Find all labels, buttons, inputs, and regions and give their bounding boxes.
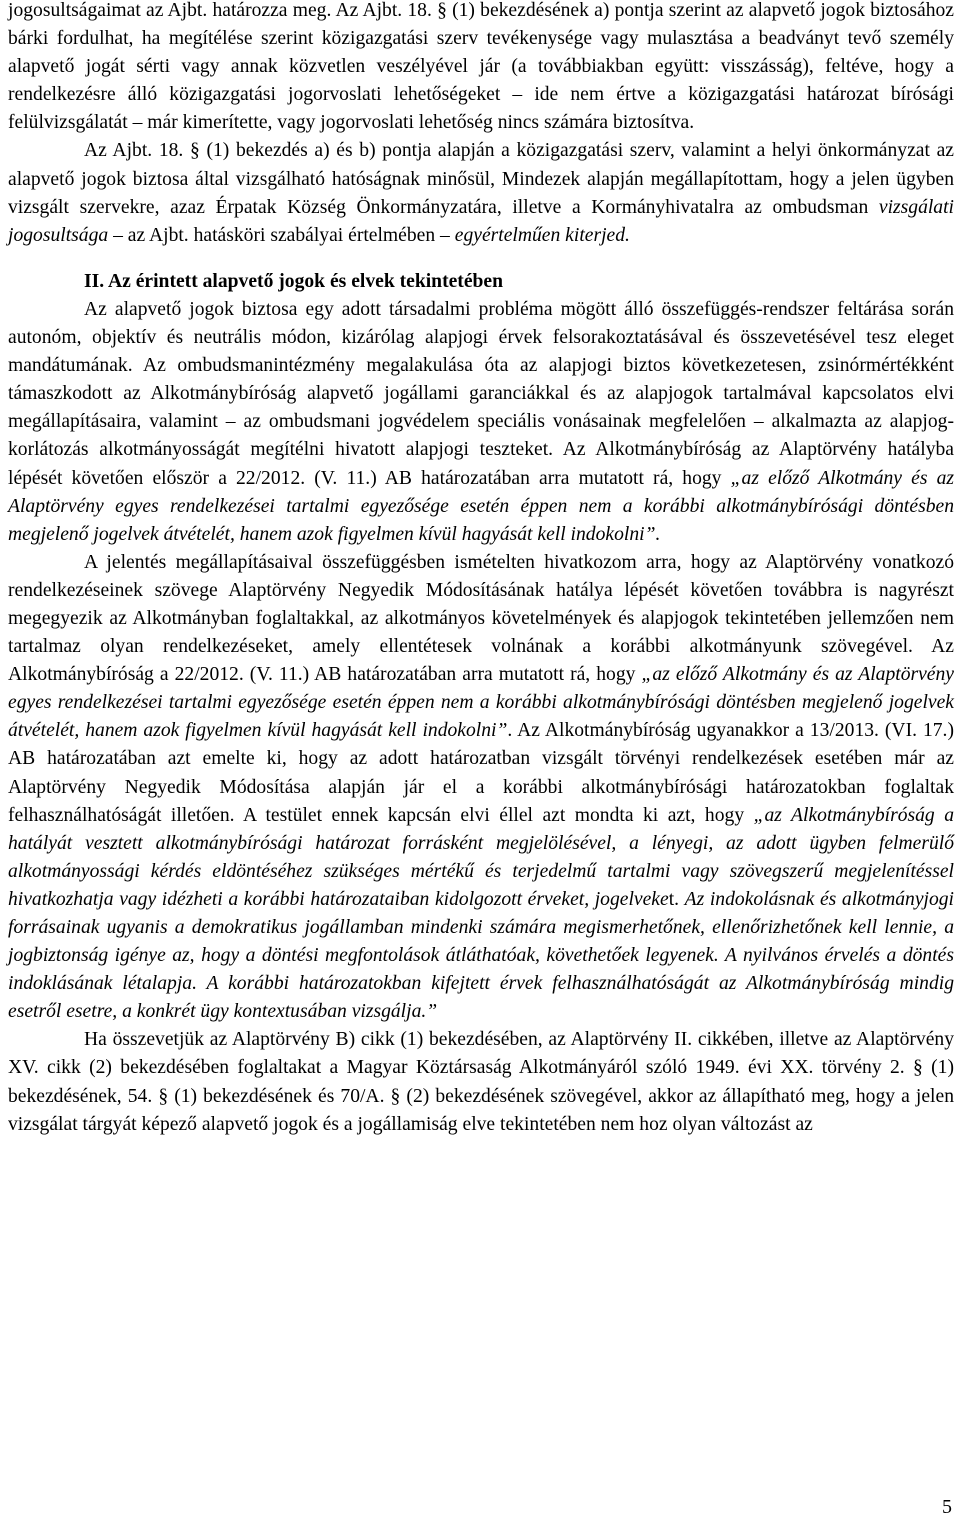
page-number: 5 xyxy=(942,1496,952,1518)
text-run: t. xyxy=(668,888,685,910)
text-run: Az Ajbt. 18. § (1) bekezdés a) és b) pontja alapján a közigazgatási szerv, valamint a helyi önkormányzat az alapvető jogok biztosa által vizsgálható hatóságnak minősül, Mindezek alapján megállapítottam, hogy a jelen ügyben vizsgált szervekre, azaz Érpatak Község Önkormányzatára, illetve a Kormányhivatalra az ombudsman xyxy=(8,140,954,218)
paragraph-constitutional-court xyxy=(8,296,954,549)
paragraph-comparison xyxy=(8,1026,954,1138)
section-spacer xyxy=(8,250,954,268)
paragraph-jurisdiction xyxy=(8,0,954,137)
italic-text-run: egyértelműen kiterjed. xyxy=(454,224,630,246)
paragraph-authority-scope xyxy=(8,137,954,249)
text-run: A jelentés megállapításaival összefüggésben ismételten hivatkozom arra, hogy az Alaptörvény vonatkozó rendelkezéseinek szövege Alaptörvény Negyedik Módosításának hatálya lépését követően továbbra is nagyrészt megegyezik az Alkotmányban foglaltakkal, az alkotmányos követelmények és alapjogok tekintetében jellemzően nem tartalmaz olyan rendelkezéseket, amely ellentétesek volnának a korábbi alkotmányunk szövegével. Az Alkotmánybíróság a 22/2012. (V. 11.) AB határozatában arra mutatott rá, hogy xyxy=(8,551,954,686)
italic-text-run: Az indokolásnak és alkotmányjogi forrásainak ugyanis a demokratikus jogállamban mindenki számára megismerhetőnek, ellenőrizhetőnek kell lennie, a jogbiztonság igénye az, hogy a döntési megfontolások átláthatóak, követhetőek legyenek. A nyilvános érvelés a döntés indoklásának létalapja. A korábbi határozatokban kifejtett érvek felhasználhatóságát az Alkotmánybíróság mindig esetről esetre, a konkrét ügy kontextusában vizsgálja.” xyxy=(8,888,954,1023)
italic-text-run: vizsgálati jogosultsága xyxy=(8,196,954,246)
text-run: jogosultságaimat az Ajbt. határozza meg. Az Ajbt. 18. § (1) bekezdésének a) pontja szerint az alapvető jogok biztosához bárki fordulhat, ha megítélése szerint közigazgatási szerv tevékenysége vagy mulasztása a beadványt tevő személy alapvető jogát sérti vagy annak közvetlen veszélyével jár (a továbbiakban együtt: visszásság), feltéve, hogy a rendelkezésre álló közigazgatási jogorvoslati lehetőségeket – ide nem értve a közigazgatási határozat bírósági felülvizsgálatát – már kimerítette, vagy jogorvoslati lehetőség nincs számára biztosítva. xyxy=(8,0,954,134)
text-run: . Az Alkotmánybíróság ugyanakkor a 13/2013. (VI. 17.) AB határozatában azt emelte ki, hogy az adott határozatban vizsgált törvényi rendelkezések esetében már az Alaptörvény Negyedik Módosítása alapján jár el a korábbi alkotmánybírósági határozatokban foglaltak felhasználhatóságát illetően. A testület ennek kapcsán elvi éllel azt mondta ki azt, hogy xyxy=(8,720,954,826)
italic-text-run: „az előző Alkotmány és az Alaptörvény egyes rendelkezései tartalmi egyezősége esetén éppen nem a korábbi alkotmánybírósági döntésben megjelenő jogelvek átvételét, hanem azok figyelmen kívül hagyását kell indokolni”. xyxy=(8,467,954,545)
document-page xyxy=(8,0,954,1139)
italic-text-run: „az előző Alkotmány és az Alaptörvény egyes rendelkezései tartalmi egyezősége esetén éppen nem a korábbi alkotmánybírósági döntésben megjelenő jogelvek átvételét, hanem azok figyelmen kívül hagyását kell indokolni” xyxy=(8,664,954,742)
section-heading: II. Az érintett alapvető jogok és elvek tekintetében xyxy=(84,270,504,292)
paragraph-report-findings xyxy=(8,549,954,1027)
italic-text-run: „az Alkotmánybíróság a hatályát vesztett alkotmánybírósági határozat forrásként megjelölésével, a lényegi, az adott ügyben felmerülő alkotmányossági kérdés eldöntéséhez szükséges mértékű és terjedelmű tartalmi vagy szövegszerű megjelenítéssel hivatkozhatja vagy idézheti a korábbi határozataiban kidolgozott érveket, jogelveke xyxy=(8,804,954,910)
text-run: Ha összevetjük az Alaptörvény B) cikk (1) bekezdésében, az Alaptörvény II. cikkében, illetve az Alaptörvény XV. cikk (2) bekezdésében foglaltakat a Magyar Köztársaság Alkotmányáról szóló 1949. évi XX. törvény 2. § (1) bekezdésének, 54. § (1) bekezdésének és 70/A. § (2) bekezdésének szövegével, akkor az állapítható meg, hogy a jelen vizsgálat tárgyát képező alapvető jogok és a jogállamiság elve tekintetében nem hoz olyan változást az xyxy=(8,1029,954,1135)
text-run: – az Ajbt. hatásköri szabályai értelmében – xyxy=(108,224,455,246)
text-run: Az alapvető jogok biztosa egy adott társadalmi probléma mögött álló összefüggés-rendszer feltárása során autonóm, objektív és neutrális módon, kizárólag alapjogi érvek felsorakoztatásával és összevetésével tesz eleget mandátumának. Az ombudsmanintézmény megalakulása óta az alapjogi biztos következetesen, zsinórmértékként támaszkodott az Alkotmánybíróság alapvető jogállami garanciákkal és az alapjogok tartalmával kapcsolatos elvi megállapításaira, valamint – az ombudsmani jogvédelem speciális vonásainak megfelelően – alkalmazta az alapjog-korlátozás alkotmányosságát megítélni hivatott alapjogi teszteket. Az Alkotmánybíróság az Alaptörvény hatályba lépését követően először a 22/2012. (V. 11.) AB határozatában arra mutatott rá, hogy xyxy=(8,298,954,489)
